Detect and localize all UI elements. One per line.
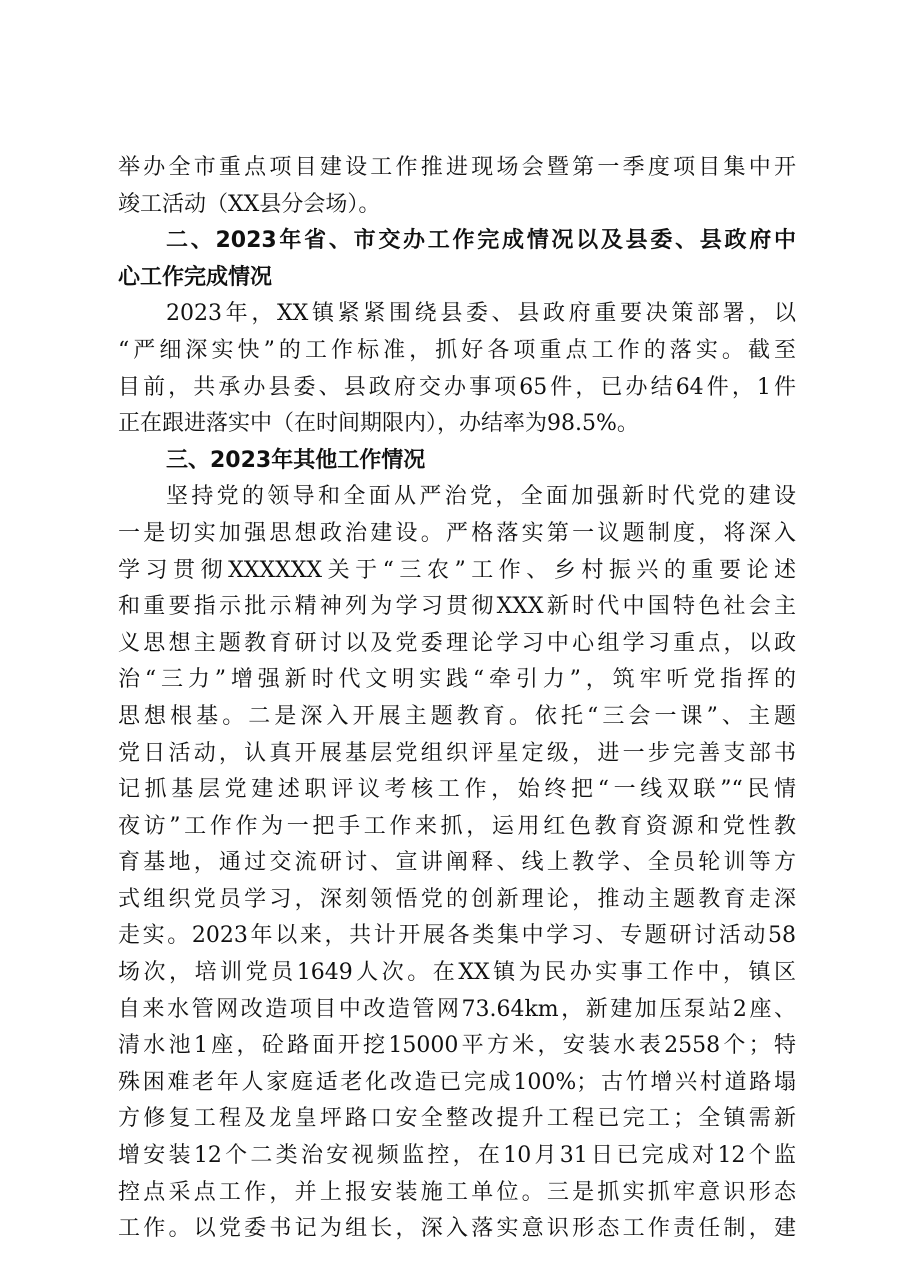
paragraph-line: 走实。2023年以来，共计开展各类集中学习、专题研讨活动58 xyxy=(118,923,796,949)
paragraph-line: 方修复工程及龙皇坪路口安全整改提升工程已完工；全镇需新 xyxy=(118,1106,796,1132)
paragraph-line: 增安装12个二类治安视频监控，在10月31日已完成对12个监 xyxy=(118,1143,796,1169)
paragraph-line: 目前，共承办县委、县政府交办事项65件，已办结64件，1件 xyxy=(118,374,796,400)
paragraph-line: 党日活动，认真开展基层党组织评星定级，进一步完善支部书 xyxy=(118,740,796,766)
paragraph-line: 清水池1座，砼路面开挖15000平方米，安装水表2558个；特 xyxy=(118,1033,796,1059)
paragraph-line: 竣工活动（XX县分会场）。 xyxy=(118,191,381,217)
paragraph-line: 2023年，XX镇紧紧围绕县委、县政府重要决策部署，以 xyxy=(166,301,796,327)
paragraph-line: 夜访”工作作为一把手工作来抓，运用红色教育资源和党性教 xyxy=(118,813,796,839)
paragraph-line: “严细深实快”的工作标准，抓好各项重点工作的落实。截至 xyxy=(118,337,796,363)
document-body xyxy=(118,150,796,1248)
paragraph-line: 治“三力”增强新时代文明实践“牵引力”，筑牢听党指挥的 xyxy=(118,667,796,693)
paragraph-line: 场次，培训党员1649人次。在XX镇为民办实事工作中，镇区 xyxy=(118,960,796,986)
paragraph-line: 学习贯彻XXXXXX关于“三农”工作、乡村振兴的重要论述 xyxy=(118,557,796,583)
paragraph-line: 举办全市重点项目建设工作推进现场会暨第一季度项目集中开 xyxy=(118,155,796,180)
paragraph-line: 工作。以党委书记为组长，深入落实意识形态工作责任制，建 xyxy=(118,1216,796,1242)
paragraph-line: 和重要指示批示精神列为学习贯彻XXX新时代中国特色社会主 xyxy=(118,594,796,620)
paragraph-line: 义思想主题教育研讨以及党委理论学习中心组学习重点，以政 xyxy=(118,630,796,656)
paragraph-line: 育基地，通过交流研讨、宣讲阐释、线上教学、全员轮训等方 xyxy=(118,850,796,876)
paragraph-line: 殊困难老年人家庭适老化改造已完成100%；古竹增兴村道路塌 xyxy=(118,1069,796,1095)
paragraph-line: 记抓基层党建述职评议考核工作，始终把“一线双联”“民情 xyxy=(118,777,796,803)
paragraph-line: 坚持党的领导和全面从严治党，全面加强新时代党的建设 xyxy=(166,484,796,510)
paragraph-line: 正在跟进落实中（在时间期限内），办结率为98.5%。 xyxy=(118,411,639,437)
paragraph-line: 式组织党员学习，深刻领悟党的创新理论，推动主题教育走深 xyxy=(118,886,796,912)
paragraph-line: 控点采点工作，并上报安装施工单位。三是抓实抓牢意识形态 xyxy=(118,1179,796,1205)
section-heading-line: 二、2023年省、市交办工作完成情况以及县委、县政府中 xyxy=(166,228,796,254)
paragraph-line: 一是切实加强思想政治建设。严格落实第一议题制度，将深入 xyxy=(118,520,796,546)
paragraph-line: 思想根基。二是深入开展主题教育。依托“三会一课”、主题 xyxy=(118,703,796,729)
section-heading-line: 心工作完成情况 xyxy=(118,264,273,290)
paragraph-line: 自来水管网改造项目中改造管网73.64km，新建加压泵站2座、 xyxy=(118,996,796,1022)
section-heading-line: 三、2023年其他工作情况 xyxy=(166,447,426,473)
